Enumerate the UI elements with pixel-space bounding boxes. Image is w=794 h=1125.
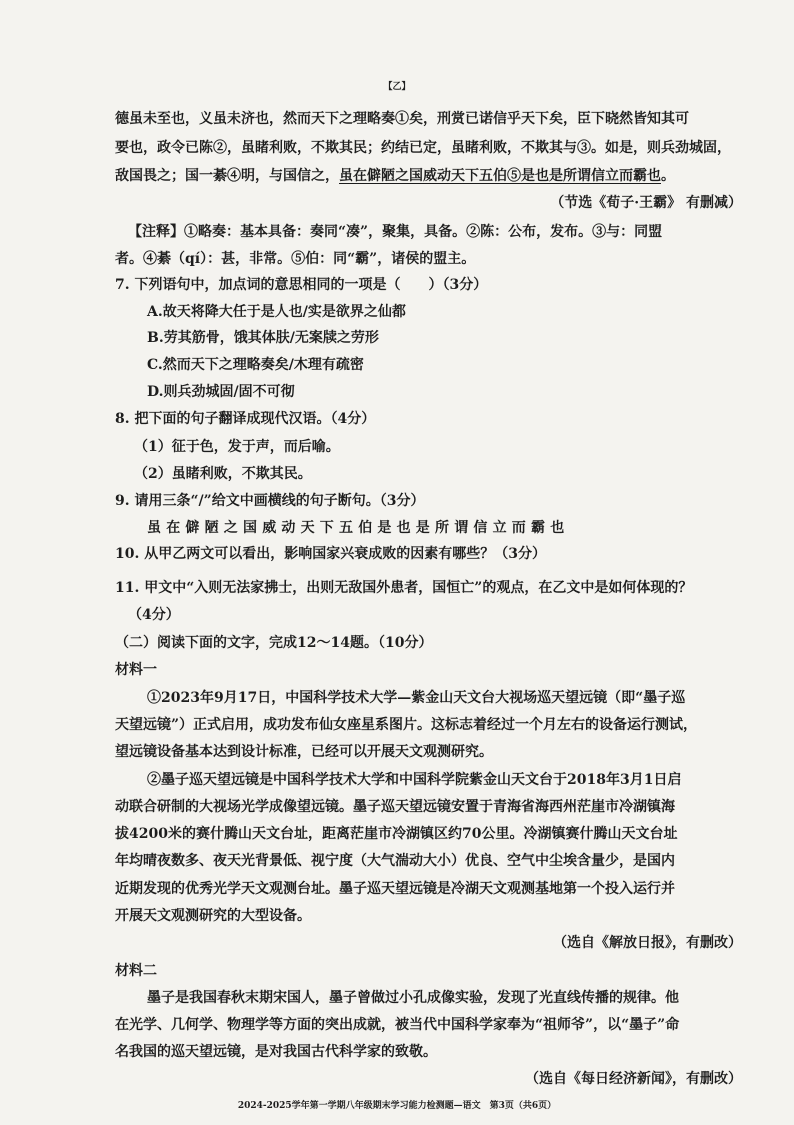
question-8-item-1: （1）征于色，发于声，而后喻。 [134, 439, 340, 455]
material-1-source: （选自《解放日报》，有删改） [553, 935, 742, 951]
underlined-sentence: 虽在僻陋之国威动天下五伯⑤是也是所谓信立而霸也 [339, 168, 661, 184]
passage-line-3 [115, 166, 675, 186]
notes-line-2: 者。④綦（qí）：甚，非常。⑤伯：同“霸”，诸侯的盟主。 [115, 251, 476, 267]
question-7-stem: 7. 下列语句中，加点词的意思相同的一项是（ ）（3分） [115, 277, 488, 293]
question-10-stem: 10. 从甲乙两文可以看出，影响国家兴衰成败的因素有哪些？（3分） [115, 546, 546, 562]
material-1-p2-line-1: ②墨子巡天望远镜是中国科学技术大学和中国科学院紫金山天文台于2018年3月1日启 [147, 772, 682, 788]
material-2-line-1: 墨子是我国春秋末期宋国人，墨子曾做过小孔成像实验，发现了光直线传播的规律。他 [147, 990, 679, 1006]
material-1-p2-line-2: 动联合研制的大视场光学成像望远镜。墨子巡天望远镜安置于青海省海西州茫崖市冷湖镇海 [115, 799, 675, 815]
question-7-option-c: C.然而天下之理略奏矣/木理有疏密 [147, 357, 364, 373]
question-8-stem: 8. 把下面的句子翻译成现代汉语。（4分） [115, 411, 376, 427]
material-2-label: 材料二 [115, 963, 157, 979]
question-8-item-2: （2）虽睹利败，不欺其民。 [134, 466, 312, 482]
question-7-option-b: B.劳其筋骨，饿其体肤/无案牍之劳形 [147, 330, 379, 346]
material-1-p2-line-5: 近期发现的优秀光学天文观测台址。墨子巡天望远镜是冷湖天文观测基地第一个投入运行并 [115, 881, 675, 897]
passage-source: （节选《荀子·王霸》 有删减） [550, 195, 742, 211]
passage-line-1: 德虽未至也，义虽未济也，然而天下之理略奏①矣，刑赏已诺信乎天下矣，臣下晓然皆知其可 [115, 111, 689, 127]
section-2-title: （二）阅读下面的文字，完成12～14题。（10分） [115, 635, 433, 651]
question-11-stem: 11. 甲文中“入则无法家拂士，出则无敌国外患者，国恒亡”的观点，在乙文中是如何体现的？ [115, 580, 693, 596]
notes-line-1: 【注释】①略奏：基本具备：奏同“凑”，聚集，具备。②陈：公布，发布。③与：同盟 [128, 224, 663, 240]
material-2-source: （选自《每日经济新闻》，有删改） [525, 1071, 742, 1087]
passage-heading: 【乙】 [383, 82, 411, 92]
question-7-option-a: A.故天将降大任于是人也/实是欲界之仙都 [147, 304, 406, 320]
page-footer: 2024-2025学年第一学期八年级期末学习能力检测题—语文 第3页（共6页） [237, 1101, 557, 1111]
material-1-p1-line-1: ①2023年9月17日，中国科学技术大学—紫金山天文台大视场巡天望远镜（即“墨子巡 [147, 690, 686, 706]
material-2-line-3: 名我国的巡天望远镜，是对我国古代科学家的致敬。 [115, 1044, 437, 1060]
material-1-p2-line-4: 年均晴夜数多、夜天光背景低、视宁度（大气湍动大小）优良、空气中尘埃含量少，是国内 [115, 853, 675, 869]
passage-line-3-end: 。 [661, 168, 675, 184]
passage-line-2: 要也，政令已陈②，虽睹利败，不欺其民；约结已定，虽睹利败，不欺其与③。如是，则兵劲城固， [115, 140, 731, 156]
material-1-p2-line-6: 开展天文观测研究的大型设备。 [115, 908, 311, 924]
material-1-label: 材料一 [115, 662, 157, 678]
question-11-score: （4分） [128, 607, 180, 623]
question-9-stem: 9. 请用三条“/”给文中画横线的句子断句。（3分） [115, 493, 425, 509]
passage-line-3-start: 敌国畏之；国一綦④明，与国信之， [115, 168, 339, 184]
question-9-sentence: 虽在僻陋之国威动天下五伯是也是所谓信立而霸也 [147, 520, 570, 536]
material-2-line-2: 在光学、几何学、物理学等方面的突出成就，被当代中国科学家奉为“祖师爷”，以“墨子”命 [115, 1017, 680, 1033]
material-1-p1-line-3: 望远镜设备基本达到设计标准，已经可以开展天文观测研究。 [115, 744, 493, 760]
material-1-p1-line-2: 天望远镜”）正式启用，成功发布仙女座星系图片。这标志着经过一个月左右的设备运行测试， [115, 717, 698, 733]
material-1-p2-line-3: 拔4200米的赛什腾山天文台址，距离茫崖市冷湖镇区约70公里。冷湖镇赛什腾山天文台址 [115, 826, 678, 842]
question-7-option-d: D.则兵劲城固/固不可彻 [147, 384, 295, 400]
